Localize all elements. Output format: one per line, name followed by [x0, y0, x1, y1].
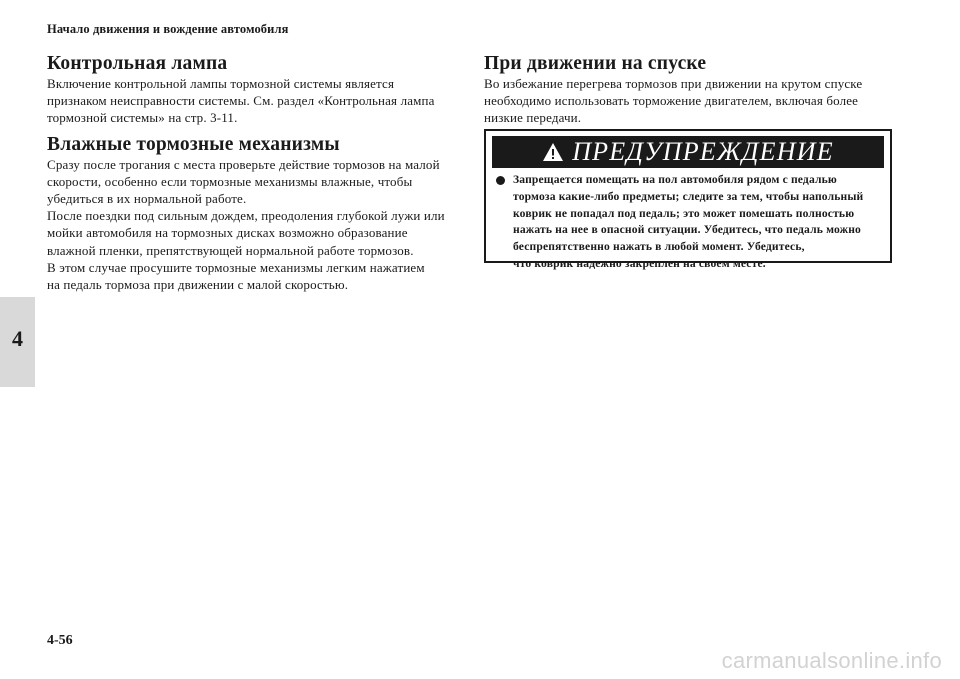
text-line: коврик не попадал под педаль; это может помешать полностью — [513, 206, 855, 220]
text-line: Включение контрольной лампы тормозной системы является — [47, 76, 395, 91]
text-line: В этом случае просушите тормозные механизмы легким нажатием — [47, 259, 425, 275]
text-line: нажать на нее в опасной ситуации. Убедитесь, что педаль можно — [513, 223, 861, 237]
warning-item — [496, 172, 882, 273]
warning-title: ПРЕДУПРЕЖДЕНИЕ — [572, 137, 834, 166]
text-line: Запрещается помещать на пол автомобиля рядом с педалью — [513, 173, 837, 186]
text-line: тормозной системы» на стр. 3-11. — [47, 110, 238, 126]
section-body-wet-brakes — [47, 156, 457, 294]
warning-box — [484, 129, 892, 270]
section-body-downhill — [484, 75, 894, 127]
text-line: тормоза какие-либо предметы; следите за тем, чтобы напольный — [513, 189, 864, 203]
text-line: признаком неисправности системы. См. раздел «Контрольная лампа — [47, 93, 435, 109]
section-body-warning-lamp — [47, 75, 457, 127]
warning-text — [513, 172, 863, 273]
right-column — [484, 53, 894, 127]
text-line: Во избежание перегрева тормозов при движении на крутом спуске — [484, 76, 863, 91]
left-column — [47, 53, 457, 293]
text-line: мойки автомобиля на тормозных дисках возможно образование — [47, 225, 408, 241]
text-line: низкие передачи. — [484, 110, 582, 126]
text-line: После поездки под сильным дождем, преодоления глубокой лужи или — [47, 208, 445, 224]
watermark: carmanualsonline.info — [721, 648, 942, 673]
text-line: Сразу после трогания с места проверьте действие тормозов на малой — [47, 156, 440, 172]
bullet-icon — [496, 176, 505, 185]
section-title-warning-lamp: Контрольная лампа — [47, 53, 228, 74]
running-header: Начало движения и вождение автомобиля — [47, 22, 289, 36]
section-title-wet-brakes: Влажные тормозные механизмы — [47, 133, 340, 155]
warning-triangle-icon — [542, 142, 564, 162]
text-line: беспрепятственно нажать в любой момент. Убедитесь, — [513, 240, 805, 254]
text-line: необходимо использовать торможение двигателем, включая более — [484, 93, 859, 109]
text-line: влажной пленки, препятствующей нормальной работе тормозов. — [47, 242, 414, 258]
page-number: 4-56 — [47, 633, 73, 648]
text-line: скорости, особенно если тормозные механизмы влажные, чтобы — [47, 173, 413, 189]
chapter-number: 4 — [12, 326, 23, 351]
section-title-downhill: При движении на спуске — [484, 53, 707, 74]
warning-header — [492, 136, 884, 168]
text-line: убедиться в их нормальной работе. — [47, 191, 247, 207]
text-line: на педаль тормоза при движении с малой скоростью. — [47, 277, 349, 293]
text-line: что коврик надежно закреплен на своем месте. — [513, 256, 766, 270]
